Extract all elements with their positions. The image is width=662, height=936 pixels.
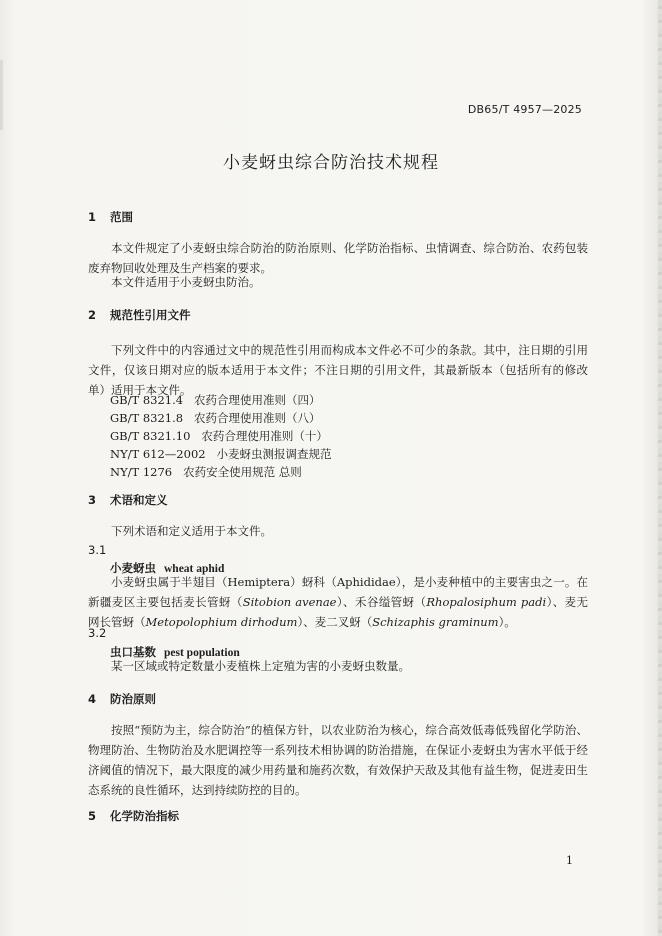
term-number: 3.2 [88, 626, 107, 640]
section-3-heading [88, 492, 168, 508]
reference-item: NY/T 612—2002 小麦蚜虫测报调查规范 [110, 447, 332, 461]
reference-item: NY/T 1276 农药安全使用规范 总则 [110, 465, 302, 479]
document-title: 小麦蚜虫综合防治技术规程 [223, 153, 439, 173]
section-number: 4 [88, 692, 97, 706]
term-zh: 虫口基数 [110, 645, 156, 659]
section-1-paragraph-1: 本文件规定了小麦蚜虫综合防治的防治原则、化学防治指标、虫情调查、综合防治、农药包装废弃物回收处理及生产档案的要求。 [88, 241, 588, 275]
section-2-heading [88, 307, 191, 323]
section-title: 范围 [110, 210, 134, 224]
scan-edge-right [658, 0, 662, 936]
page-number: 1 [566, 854, 573, 867]
section-4-paragraph-1: 按照“预防为主，综合防治”的植保方针，以农业防治为核心，综合高效低毒低残留化学防治、物理防治、生物防治及水肥调控等一系列技术相协调的防治措施，在保证小麦蚜虫为害水平低于经济阈值的情况下，最大限度的减少用药量和施药次数，有效保护天敌及其他有益生物，促进麦田生态系统的良性循环，达到持续防控的目的。 [88, 723, 588, 797]
section-5-heading [88, 808, 179, 824]
section-title: 术语和定义 [110, 493, 168, 507]
section-2-paragraph-1: 下列文件中的内容通过文中的规范性引用而构成本文件必不可少的条款。其中，注日期的引用文件，仅该日期对应的版本适用于本文件；不注日期的引用文件，其最新版本（包括所有的修改单）适用于本文件。 [88, 343, 588, 397]
term-number: 3.1 [88, 543, 107, 557]
section-1-paragraph-2: 本文件适用于小麦蚜虫防治。 [111, 275, 261, 289]
section-title: 化学防治指标 [110, 809, 180, 823]
section-1-heading [88, 209, 133, 225]
term-en: wheat aphid [164, 563, 225, 575]
section-title: 规范性引用文件 [110, 308, 191, 322]
section-number: 1 [88, 210, 97, 224]
term-definition: 某一区域或特定数量小麦植株上定殖为害的小麦蚜虫数量。 [111, 659, 410, 673]
term-definition: 小麦蚜虫属于半翅目（Hemiptera）蚜科（Aphididae），是小麦种植中的主要害虫之一。在新疆麦区主要包括麦长管蚜（Sitobion avenae）、禾谷缢管蚜（Rhopalosiphum padi）、麦无网长管蚜（Metopolophium dirhodum）、麦二叉蚜（Schizaphis graminum）。 [88, 575, 589, 629]
section-title: 防治原则 [110, 692, 157, 706]
section-3-paragraph-1: 下列术语和定义适用于本文件。 [111, 524, 272, 538]
section-number: 2 [88, 308, 97, 322]
reference-item: GB/T 8321.10 农药合理使用准则（十） [110, 429, 328, 443]
term-zh: 小麦蚜虫 [110, 561, 156, 575]
reference-item: GB/T 8321.4 农药合理使用准则（四） [110, 393, 321, 407]
section-4-heading [88, 691, 156, 707]
scan-edge-left [0, 60, 3, 130]
standard-code: DB65/T 4957—2025 [467, 103, 582, 116]
section-number: 3 [88, 493, 97, 507]
term-en: pest population [164, 647, 240, 659]
section-number: 5 [88, 809, 97, 823]
reference-item: GB/T 8321.8 农药合理使用准则（八） [110, 411, 321, 425]
